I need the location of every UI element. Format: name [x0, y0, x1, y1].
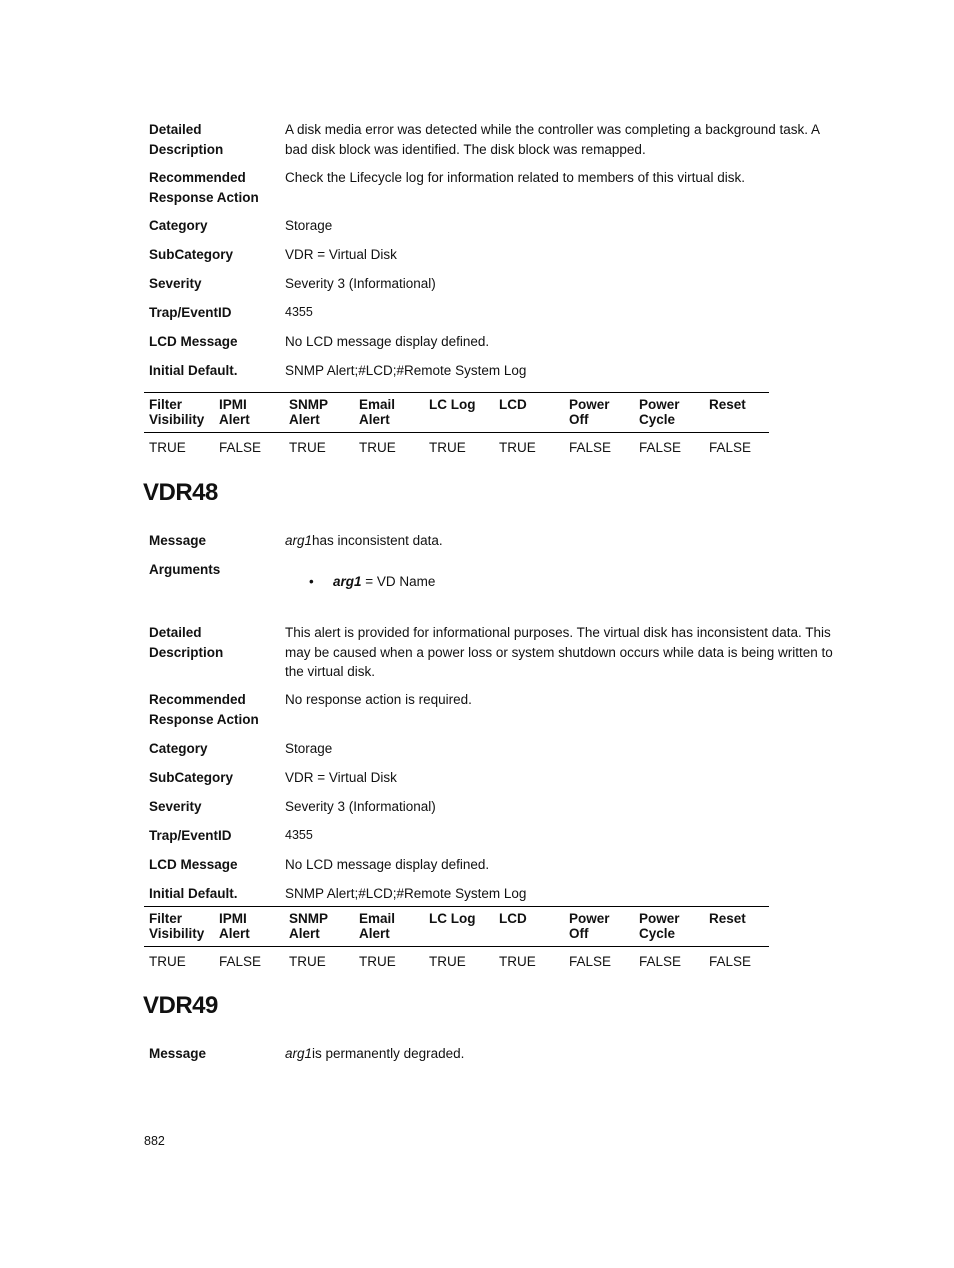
detail-label: SubCategory: [149, 770, 234, 785]
detail-value: VDR = Virtual Disk: [285, 770, 397, 785]
table-header-cell: Power Off: [564, 907, 634, 947]
detail-label: Trap/EventID: [149, 305, 232, 320]
message-text: is permanently degraded.: [312, 1046, 465, 1061]
message-text: has inconsistent data.: [312, 533, 443, 548]
detail-value: This alert is provided for informational purposes. The virtual disk has inconsistent data. This may be caused when a power loss or system shutdown occurs while data is being written to the virtual disk.: [285, 625, 833, 679]
table-header-cell: Reset: [704, 393, 769, 433]
detail-value: No LCD message display defined.: [285, 857, 490, 872]
message-value: [285, 531, 839, 551]
detail-row: [149, 274, 839, 303]
table-cell: TRUE: [429, 954, 466, 969]
detail-label: Category: [149, 218, 208, 233]
arguments-list: [285, 572, 839, 592]
table-cell: TRUE: [429, 440, 466, 455]
table-cell: TRUE: [499, 440, 536, 455]
detail-value: Storage: [285, 741, 333, 756]
table-header-cell: LCD: [494, 393, 564, 433]
detail-row: [149, 245, 839, 274]
table-header-cell: Email Alert: [354, 907, 424, 947]
detail-label: Severity: [149, 799, 202, 814]
detail-label: Initial Default.: [149, 886, 238, 901]
detail-label: Detailed Description: [149, 625, 224, 660]
detail-label: Trap/EventID: [149, 828, 232, 843]
detail-value: SNMP Alert;#LCD;#Remote System Log: [285, 886, 527, 901]
detail-value: VDR = Virtual Disk: [285, 247, 397, 262]
table-row: [144, 433, 769, 456]
detail-row: [149, 739, 839, 768]
detail-label: Severity: [149, 276, 202, 291]
table-header-cell: LCD: [494, 907, 564, 947]
argument-name: arg1: [333, 574, 362, 589]
table-row: [144, 947, 769, 970]
argument-description: = VD Name: [361, 574, 436, 589]
table-header-row: [144, 393, 769, 433]
detail-row: [149, 361, 839, 390]
detail-row: [149, 168, 839, 216]
detail-label: LCD Message: [149, 857, 238, 872]
detail-label: Category: [149, 741, 208, 756]
detail-label: SubCategory: [149, 247, 234, 262]
table-header-cell: LC Log: [424, 907, 494, 947]
detail-row: [149, 690, 839, 739]
detail-row: [149, 216, 839, 245]
table-cell: FALSE: [639, 954, 682, 969]
detail-value: 4355: [285, 305, 313, 319]
table-header-cell: LC Log: [424, 393, 494, 433]
event-details-vdr47: [149, 120, 839, 390]
message-row: [149, 1044, 839, 1073]
table-cell: FALSE: [709, 954, 752, 969]
table-header-cell: Filter Visibility: [144, 393, 214, 433]
table-header-cell: Reset: [704, 907, 769, 947]
table-header-cell: Power Cycle: [634, 393, 704, 433]
detail-value: Check the Lifecycle log for information related to members of this virtual disk.: [285, 170, 745, 185]
table-header-cell: Power Cycle: [634, 907, 704, 947]
table-header-cell: Email Alert: [354, 393, 424, 433]
detail-label: Initial Default.: [149, 363, 238, 378]
table-cell: FALSE: [709, 440, 752, 455]
table-cell: TRUE: [289, 954, 326, 969]
event-details-vdr48: [149, 531, 839, 913]
table-cell: TRUE: [499, 954, 536, 969]
arguments-value: [285, 560, 839, 592]
detail-value: SNMP Alert;#LCD;#Remote System Log: [285, 363, 527, 378]
table-cell: FALSE: [569, 954, 612, 969]
table-header-row: [144, 907, 769, 947]
table-cell: FALSE: [569, 440, 612, 455]
detail-value: 4355: [285, 828, 313, 842]
detail-label: Message: [149, 1046, 207, 1061]
message-argument: arg1: [285, 1046, 313, 1061]
table-cell: FALSE: [219, 440, 262, 455]
table-header-cell: Filter Visibility: [144, 907, 214, 947]
detail-label: Message: [149, 533, 207, 548]
detail-row: [149, 303, 839, 332]
detail-label: LCD Message: [149, 334, 238, 349]
message-row: [149, 531, 839, 560]
table-header-cell: Power Off: [564, 393, 634, 433]
detail-value: A disk media error was detected while the controller was completing a background task. A bad disk block was identified. The disk block was remapped.: [285, 122, 820, 157]
message-value: [285, 1044, 839, 1064]
detail-value: No response action is required.: [285, 692, 472, 707]
arguments-row: [149, 560, 839, 623]
detail-row: [149, 120, 839, 168]
detail-row: [149, 768, 839, 797]
section-title-vdr49: VDR49: [143, 992, 218, 1019]
table-header-cell: SNMP Alert: [284, 907, 354, 947]
table-cell: FALSE: [639, 440, 682, 455]
detail-value: Storage: [285, 218, 333, 233]
list-item: [285, 572, 839, 592]
alert-settings-table: [144, 906, 769, 969]
detail-value: Severity 3 (Informational): [285, 799, 436, 814]
detail-row: [149, 855, 839, 884]
table-header-cell: IPMI Alert: [214, 393, 284, 433]
alert-settings-table: [144, 392, 769, 455]
detail-value: No LCD message display defined.: [285, 334, 490, 349]
detail-row: [149, 826, 839, 855]
table-cell: TRUE: [289, 440, 326, 455]
detail-row: [149, 332, 839, 361]
table-cell: TRUE: [149, 954, 186, 969]
detail-label: Arguments: [149, 562, 221, 577]
page-number: 882: [144, 1134, 165, 1148]
event-details-vdr49: [149, 1044, 839, 1073]
detail-row: [149, 623, 839, 690]
table-cell: TRUE: [359, 954, 396, 969]
detail-row: [149, 797, 839, 826]
detail-label: Recommended Response Action: [149, 692, 259, 727]
table-cell: FALSE: [219, 954, 262, 969]
detail-label: Recommended Response Action: [149, 170, 259, 205]
detail-value: Severity 3 (Informational): [285, 276, 436, 291]
table-cell: TRUE: [149, 440, 186, 455]
section-title-vdr48: VDR48: [143, 479, 218, 506]
table-header-cell: IPMI Alert: [214, 907, 284, 947]
message-argument: arg1: [285, 533, 313, 548]
detail-label: Detailed Description: [149, 122, 224, 157]
table-header-cell: SNMP Alert: [284, 393, 354, 433]
table-cell: TRUE: [359, 440, 396, 455]
